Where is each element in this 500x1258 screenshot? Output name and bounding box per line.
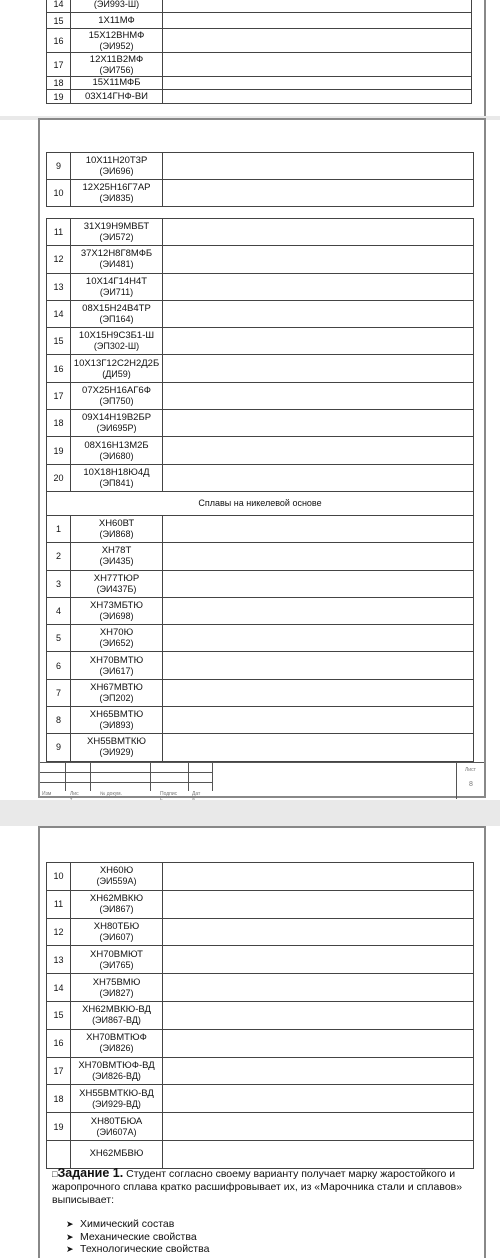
empty-cell	[163, 974, 474, 1002]
stamp-izm-label: Изм	[42, 791, 52, 797]
alloy-grade-cell	[71, 246, 163, 273]
alloy-grade-name: ХН55ВМТКЮ	[87, 736, 146, 748]
stamp-date-label: Дат	[192, 791, 201, 797]
alloy-grade-name: ХН70ВМТЮ	[89, 654, 144, 666]
empty-cell	[163, 437, 474, 464]
alloy-grade-name: 12Х25Н16Г7АР	[82, 182, 151, 193]
alloy-grade-code: (ЭИ696)	[99, 166, 134, 176]
empty-cell	[163, 570, 474, 597]
empty-cell	[163, 652, 474, 679]
alloy-table-page3	[46, 862, 474, 1169]
empty-cell	[163, 77, 472, 90]
alloy-grade-cell	[71, 355, 163, 382]
table-row	[47, 863, 474, 891]
alloy-grade-code: (ЭИ607)	[99, 931, 134, 942]
table-row	[47, 0, 472, 13]
alloy-grade-code: (ЭИ893)	[99, 720, 134, 731]
alloy-grade-code: (ЭИ617)	[99, 665, 134, 676]
row-number: 17	[47, 53, 71, 77]
empty-cell	[163, 273, 474, 300]
page-1-fragment	[40, 0, 486, 116]
alloy-grade-code: (ЭИ756)	[99, 64, 134, 75]
empty-cell	[163, 355, 474, 382]
alloy-grade-cell	[71, 77, 163, 90]
row-number: 14	[47, 974, 71, 1002]
empty-cell	[163, 90, 472, 104]
alloy-grade-cell	[71, 437, 163, 464]
row-number: 15	[47, 13, 71, 29]
table-row	[47, 707, 474, 734]
empty-cell	[163, 515, 474, 542]
alloy-grade-name: ХН67МВТЮ	[90, 681, 143, 693]
table-row	[47, 180, 474, 207]
alloy-grade-cell	[71, 153, 163, 180]
empty-cell	[163, 1113, 474, 1141]
alloy-grade-code: (ЭИ559А)	[96, 876, 137, 887]
table-row	[47, 918, 474, 946]
alloy-grade-cell	[71, 734, 163, 761]
empty-cell	[163, 53, 472, 77]
alloy-grade-cell	[71, 863, 163, 891]
alloy-table-page2	[46, 218, 474, 762]
row-number: 10	[47, 863, 71, 891]
bullet-item	[66, 1243, 209, 1256]
alloy-grade-code: (ЭИ835)	[99, 193, 134, 203]
alloy-grade-name: ХН62МВКЮ-ВД	[82, 1004, 151, 1016]
task-title: Задание 1.	[57, 1166, 124, 1180]
alloy-grade-code: (ЭИ695Р)	[96, 423, 137, 434]
alloy-grade-name: 10Х18Н18Ю4Д	[83, 466, 150, 478]
page-1-right-border	[484, 0, 486, 116]
table-row	[47, 273, 474, 300]
task-paragraph	[52, 1167, 492, 1207]
alloy-grade-name: 03Х14ГНФ-ВИ	[84, 90, 149, 102]
alloy-grade-cell	[71, 1029, 163, 1057]
alloy-grade-cell	[71, 1140, 163, 1168]
alloy-grade-name: ХН78Т	[101, 545, 132, 557]
stamp-doc-label: № докум.	[100, 791, 122, 797]
table-row	[47, 246, 474, 273]
alloy-grade-name: ХН70ВМТЮФ-ВД	[78, 1059, 155, 1071]
row-number	[47, 1140, 71, 1168]
alloy-grade-cell	[71, 410, 163, 437]
alloy-grade-cell	[71, 53, 163, 77]
row-number: 3	[47, 570, 71, 597]
stamp-grid	[40, 763, 460, 791]
table-row	[47, 597, 474, 624]
empty-cell	[163, 410, 474, 437]
alloy-grade-cell	[71, 0, 163, 13]
alloy-grade-name: ХН65ВМТЮ	[89, 709, 144, 721]
table-row	[47, 437, 474, 464]
table-row	[47, 410, 474, 437]
bullet-item	[66, 1231, 209, 1244]
alloy-grade-cell	[71, 625, 163, 652]
row-number: 17	[47, 382, 71, 409]
alloy-grade-name: ХН70ВМЮТ	[90, 948, 143, 960]
empty-cell	[163, 707, 474, 734]
table-row	[47, 219, 474, 246]
task-text: Студент согласно своему варианту получает марку жаростойкого и жаропрочного сплава кратко расшифровывает их, из «Марочника стали и сплавов» выписывает:	[52, 1168, 463, 1206]
row-number: 18	[47, 77, 71, 90]
table-row	[47, 1029, 474, 1057]
alloy-grade-cell	[71, 707, 163, 734]
row-number: 9	[47, 734, 71, 761]
table-row	[47, 652, 474, 679]
alloy-grade-cell	[71, 1001, 163, 1029]
alloy-grade-cell	[71, 890, 163, 918]
row-number: 9	[47, 153, 71, 180]
alloy-grade-name: 1Х11МФ	[98, 14, 135, 26]
table-row	[47, 90, 472, 104]
page-gap	[0, 800, 500, 826]
row-number: 14	[47, 0, 71, 13]
row-number: 13	[47, 273, 71, 300]
alloy-grade-name: ХН60Ю	[99, 865, 134, 877]
alloy-grade-code: (ДИ59)	[102, 368, 131, 379]
bullet-text: Технологические свойства	[80, 1243, 210, 1255]
empty-cell	[163, 1029, 474, 1057]
row-number: 16	[47, 29, 71, 53]
table-row	[47, 974, 474, 1002]
title-block-stamp	[40, 762, 484, 798]
alloy-grade-cell	[71, 543, 163, 570]
row-number: 12	[47, 918, 71, 946]
row-number: 18	[47, 1085, 71, 1113]
table-row	[47, 77, 472, 90]
table-row	[47, 679, 474, 706]
empty-cell	[163, 543, 474, 570]
empty-cell	[163, 1085, 474, 1113]
task-marker: □	[52, 1169, 58, 1179]
stamp-sheet-number: 8	[469, 781, 473, 788]
row-number: 2	[47, 543, 71, 570]
alloy-grade-cell	[71, 1057, 163, 1085]
alloy-grade-cell	[71, 515, 163, 542]
alloy-grade-code: (ЭИ952)	[99, 40, 134, 51]
alloy-grade-code: (ЭИ572)	[99, 232, 134, 243]
alloy-grade-name: 10Х13Г12С2Н2Д2Б	[73, 357, 160, 369]
row-number: 1	[47, 515, 71, 542]
empty-cell	[163, 597, 474, 624]
table-row	[47, 570, 474, 597]
empty-cell	[163, 300, 474, 327]
row-number: 18	[47, 410, 71, 437]
table-row	[47, 300, 474, 327]
empty-cell	[163, 29, 472, 53]
alloy-grade-name: ХН70ВМТЮФ	[86, 1032, 147, 1044]
alloy-grade-cell	[71, 570, 163, 597]
empty-cell	[163, 1001, 474, 1029]
alloy-grade-code: (ЭП302-Ш)	[93, 341, 140, 352]
alloy-grade-code: (ЭИ827)	[99, 987, 134, 998]
table-row	[47, 1001, 474, 1029]
empty-cell	[163, 1140, 474, 1168]
arrow-bullet-icon: ➤	[66, 1231, 74, 1242]
empty-cell	[163, 679, 474, 706]
alloy-grade-name: ХН80ТБЮА	[90, 1115, 143, 1127]
alloy-grade-code: (ЭИ437Б)	[96, 583, 137, 594]
task-bullet-list	[66, 1218, 209, 1256]
table-row	[47, 1085, 474, 1113]
alloy-grade-code: (ЭП841)	[99, 477, 134, 488]
row-number: 11	[47, 219, 71, 246]
table-row	[47, 355, 474, 382]
bullet-text: Механические свойства	[80, 1230, 197, 1243]
row-number: 8	[47, 707, 71, 734]
alloy-grade-cell	[71, 300, 163, 327]
alloy-grade-name: 08Х15Н24В4ТР	[82, 303, 151, 315]
row-number: 15	[47, 1001, 71, 1029]
alloy-grade-code: (ЭИ826-ВД)	[92, 1070, 141, 1081]
table-row	[47, 1140, 474, 1168]
row-number: 4	[47, 597, 71, 624]
alloy-grade-cell	[71, 328, 163, 355]
row-number: 13	[47, 946, 71, 974]
alloy-grade-name: 07Х25Н16АГ6Ф	[82, 384, 151, 396]
row-number: 17	[47, 1057, 71, 1085]
alloy-grade-name: ХН60ВТ	[98, 518, 135, 530]
alloy-grade-cell	[71, 652, 163, 679]
empty-cell	[163, 328, 474, 355]
section-header-row	[47, 491, 474, 515]
section-title-nickel: Сплавы на никелевой основе	[47, 491, 474, 515]
table-row	[47, 734, 474, 761]
alloy-grade-name: 09Х14Н19В2БР	[81, 412, 152, 424]
alloy-grade-name: 31Х19Н9МВБТ	[83, 221, 150, 233]
alloy-grade-name: ХН77ТЮР	[93, 572, 140, 584]
alloy-grade-cell	[71, 464, 163, 491]
alloy-grade-code: (ЭИ867-ВД)	[92, 1015, 141, 1026]
alloy-grade-code: (ЭИ929)	[99, 747, 134, 758]
alloy-grade-code: (ЭИ652)	[99, 638, 134, 649]
row-number: 19	[47, 90, 71, 104]
table-row	[47, 515, 474, 542]
alloy-grade-cell	[71, 597, 163, 624]
row-number: 16	[47, 355, 71, 382]
alloy-grade-code: (ЭИ698)	[99, 611, 134, 621]
empty-cell	[163, 734, 474, 761]
alloy-grade-name: 10Х11Н20Т3Р	[85, 155, 148, 166]
table-row	[47, 382, 474, 409]
table-row	[47, 890, 474, 918]
alloy-grade-code: (ЭИ868)	[99, 529, 134, 540]
alloy-grade-code: (ЭП164)	[99, 314, 134, 325]
empty-cell	[163, 180, 474, 207]
alloy-grade-name: ХН70Ю	[99, 627, 134, 639]
empty-cell	[163, 13, 472, 29]
alloy-grade-name: 15Х12ВНМФ	[88, 29, 145, 41]
empty-cell	[163, 1057, 474, 1085]
alloy-table-page2-top	[46, 152, 474, 207]
row-number: 6	[47, 652, 71, 679]
alloy-grade-name: ХН55ВМТКЮ-ВД	[79, 1087, 154, 1099]
row-number: 16	[47, 1029, 71, 1057]
alloy-grade-name: 10Х15Н9С3Б1-Ш	[78, 330, 155, 342]
table-row	[47, 1057, 474, 1085]
table-row	[47, 1113, 474, 1141]
row-number: 7	[47, 679, 71, 706]
empty-cell	[163, 625, 474, 652]
empty-cell	[163, 890, 474, 918]
row-number: 20	[47, 464, 71, 491]
table-row	[47, 543, 474, 570]
alloy-grade-cell	[71, 382, 163, 409]
alloy-grade-code: (ЭИ680)	[99, 450, 134, 461]
alloy-grade-cell	[71, 918, 163, 946]
bullet-text: Химический состав	[80, 1218, 175, 1230]
empty-cell	[163, 464, 474, 491]
empty-cell	[163, 382, 474, 409]
empty-cell	[163, 153, 474, 180]
row-number: 14	[47, 300, 71, 327]
row-number: 11	[47, 890, 71, 918]
empty-cell	[163, 863, 474, 891]
alloy-grade-code: (ЭИ765)	[99, 959, 134, 970]
empty-cell	[163, 946, 474, 974]
alloy-grade-code: (ЭИ481)	[99, 259, 134, 270]
alloy-grade-cell	[71, 29, 163, 53]
alloy-grade-cell	[71, 90, 163, 104]
table-row	[47, 13, 472, 29]
page-2	[38, 118, 486, 798]
alloy-grade-code: (ЭИ435)	[99, 556, 134, 567]
alloy-grade-name: ХН80ТБЮ	[93, 920, 140, 932]
alloy-grade-name: 12Х11В2МФ	[89, 53, 144, 65]
empty-cell	[163, 918, 474, 946]
table-row	[47, 946, 474, 974]
alloy-grade-name: ХН62МВКЮ	[89, 893, 144, 905]
alloy-grade-cell	[71, 946, 163, 974]
stamp-sheet-label: Лист	[465, 767, 476, 773]
alloy-grade-code: (ЭИ993-Ш)	[93, 0, 140, 9]
alloy-grade-code: (ЭИ711)	[99, 286, 134, 297]
alloy-grade-cell	[71, 974, 163, 1002]
table-row	[47, 53, 472, 77]
row-number: 12	[47, 246, 71, 273]
alloy-table-top-fragment	[46, 0, 472, 104]
row-number: 19	[47, 437, 71, 464]
arrow-bullet-icon: ➤	[66, 1219, 74, 1229]
alloy-grade-name: ХН62МБВЮ	[89, 1148, 144, 1160]
alloy-grade-name: ХН75ВМЮ	[92, 976, 141, 988]
stamp-list-label: Лис	[70, 791, 79, 797]
table-row	[47, 625, 474, 652]
table-row	[47, 328, 474, 355]
row-number: 10	[47, 180, 71, 207]
table-row	[47, 153, 474, 180]
alloy-grade-code: (ЭИ867)	[99, 904, 134, 915]
alloy-grade-cell	[71, 180, 163, 207]
stamp-sign-label: Подпис	[160, 791, 178, 797]
alloy-grade-name: 37Х12Н8Г8МФБ	[80, 248, 153, 260]
empty-cell	[163, 0, 472, 13]
bullet-item	[66, 1218, 209, 1231]
alloy-grade-cell	[71, 273, 163, 300]
alloy-grade-name: 08Х16Н13М2Б	[84, 439, 149, 451]
alloy-grade-name: 10Х14Г14Н4Т	[85, 275, 148, 287]
empty-cell	[163, 246, 474, 273]
alloy-grade-cell	[71, 679, 163, 706]
table-row	[47, 29, 472, 53]
alloy-grade-code: (ЭИ826)	[99, 1043, 134, 1054]
alloy-grade-name: 15Х11МФБ	[92, 77, 141, 88]
row-number: 15	[47, 328, 71, 355]
alloy-grade-cell	[71, 1113, 163, 1141]
alloy-grade-code: (ЭП750)	[99, 395, 134, 406]
table-row	[47, 464, 474, 491]
alloy-grade-code: (ЭП202)	[99, 692, 134, 703]
alloy-grade-code: (ЭИ929-ВД)	[92, 1098, 141, 1109]
alloy-grade-cell	[71, 13, 163, 29]
alloy-grade-cell	[71, 1085, 163, 1113]
arrow-bullet-icon: ➤	[66, 1244, 74, 1254]
alloy-grade-code: (ЭИ607А)	[96, 1126, 137, 1137]
empty-cell	[163, 219, 474, 246]
alloy-grade-cell	[71, 219, 163, 246]
row-number: 19	[47, 1113, 71, 1141]
alloy-grade-name: ХН73МБТЮ	[90, 600, 143, 611]
row-number: 5	[47, 625, 71, 652]
